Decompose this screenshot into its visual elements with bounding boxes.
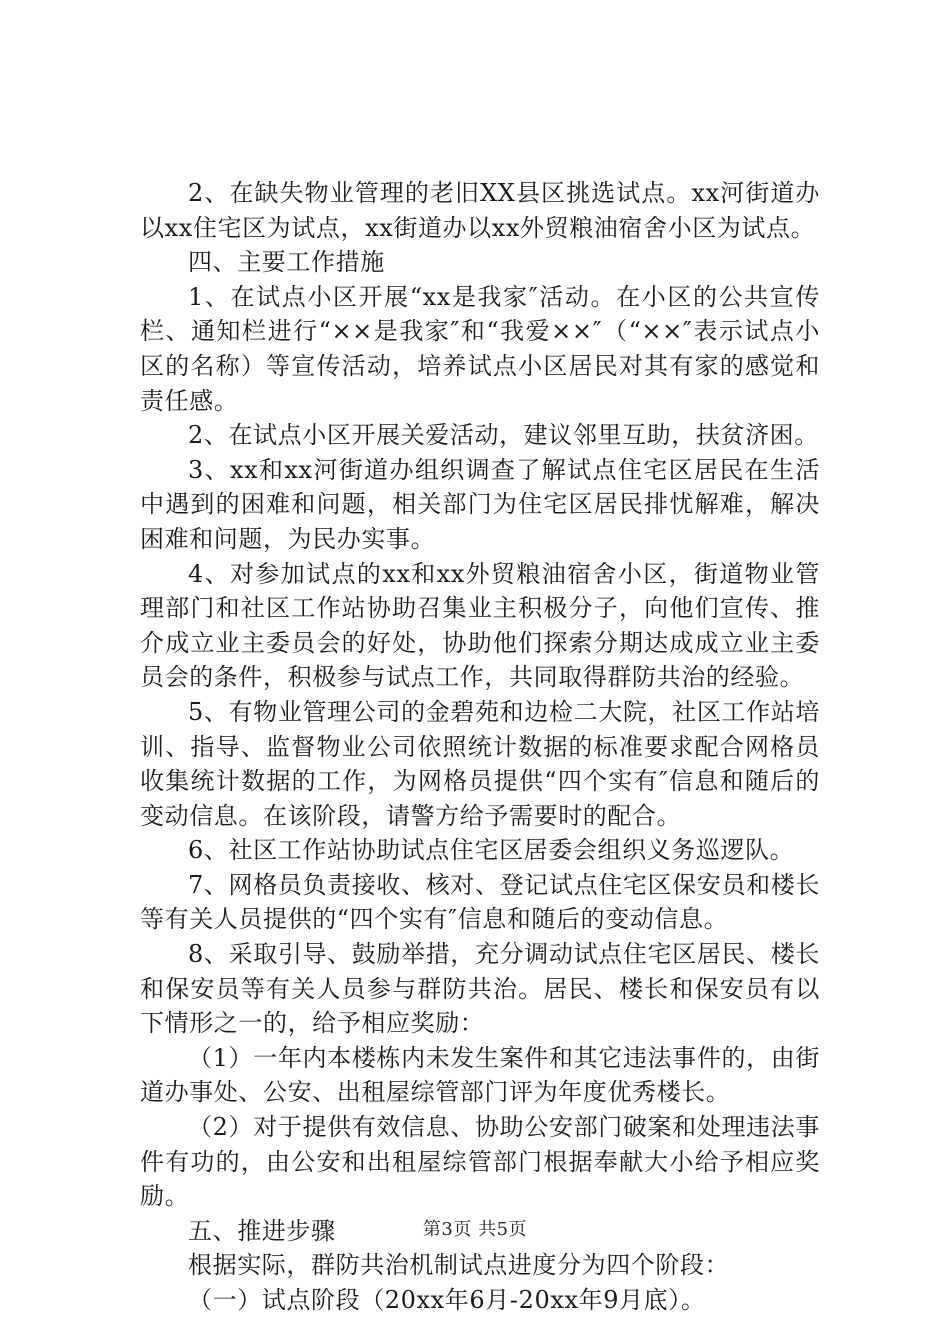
page-number-footer: 第3页 共5页 [422, 1219, 528, 1240]
paragraph-measure-8: 8、采取引导、鼓励举措，充分调动试点住宅区居民、楼长和保安员等有关人员参与群防共治。居民、楼长和保安员有以下情形之一的，给予相应奖励： [140, 940, 820, 1038]
paragraph-pilot-selection: 2、在缺失物业管理的老旧XX县区挑选试点。xx河街道办以xx住宅区为试点，xx街道办以xx外贸粮油宿舍小区为试点。 [140, 179, 820, 242]
paragraph-measure-1: 1、在试点小区开展“xx是我家″活动。在小区的公共宣传栏、通知栏进行“××是我家″和“我爱××″（“××″表示试点小区的名称）等宣传活动，培养试点小区居民对其有家的感觉和责任感。 [140, 282, 820, 415]
paragraph-stage-1: （一）试点阶段（20xx年6月-20xx年9月底）。 [188, 1286, 706, 1314]
paragraph-measure-2: 2、在试点小区开展关爱活动，建议邻里互助，扶贫济困。 [188, 421, 819, 450]
paragraph-measure-6: 6、社区工作站协助试点住宅区居委会组织义务巡逻队。 [188, 836, 795, 865]
paragraph-reward-1: （1）一年内本楼栋内未发生案件和其它违法事件的，由街道办事处、公安、出租屋综管部门评为年度优秀楼长。 [140, 1043, 820, 1107]
document-body [140, 176, 820, 1318]
paragraph-measure-4: 4、对参加试点的xx和xx外贸粮油宿舍小区，街道物业管理部门和社区工作站协助召集业主积极分子，向他们宣传、推介成立业主委员会的好处，协助他们探索分期达成成立业主委员会的条件，积极参与试点工作，共同取得群防共治的经验。 [140, 559, 820, 692]
paragraph-steps-intro: 根据实际，群防共治机制试点进度分为四个阶段： [188, 1251, 730, 1280]
paragraph-measure-3: 3、xx和xx河街道办组织调查了解试点住宅区居民在生活中遇到的困难和问题，相关部门为住宅区居民排忧解难，解决困难和问题，为民办实事。 [140, 455, 820, 553]
section-heading-steps: 五、推进步骤 [188, 1216, 336, 1245]
section-heading-main-measures: 四、主要工作措施 [188, 248, 385, 277]
paragraph-reward-2: （2）对于提供有效信息、协助公安部门破案和处理违法事件有功的，由公安和出租屋综管部门根据奉献大小给予相应奖励。 [140, 1113, 820, 1211]
paragraph-measure-7: 7、网格员负责接收、核对、登记试点住宅区保安员和楼长等有关人员提供的“四个实有″信息和随后的变动信息。 [140, 870, 820, 934]
paragraph-measure-5: 5、有物业管理公司的金碧苑和边检二大院，社区工作站培训、指导、监督物业公司依照统计数据的标准要求配合网格员收集统计数据的工作，为网格员提供“四个实有″信息和随后的变动信息。在该阶段，请警方给予需要时的配合。 [140, 697, 820, 830]
